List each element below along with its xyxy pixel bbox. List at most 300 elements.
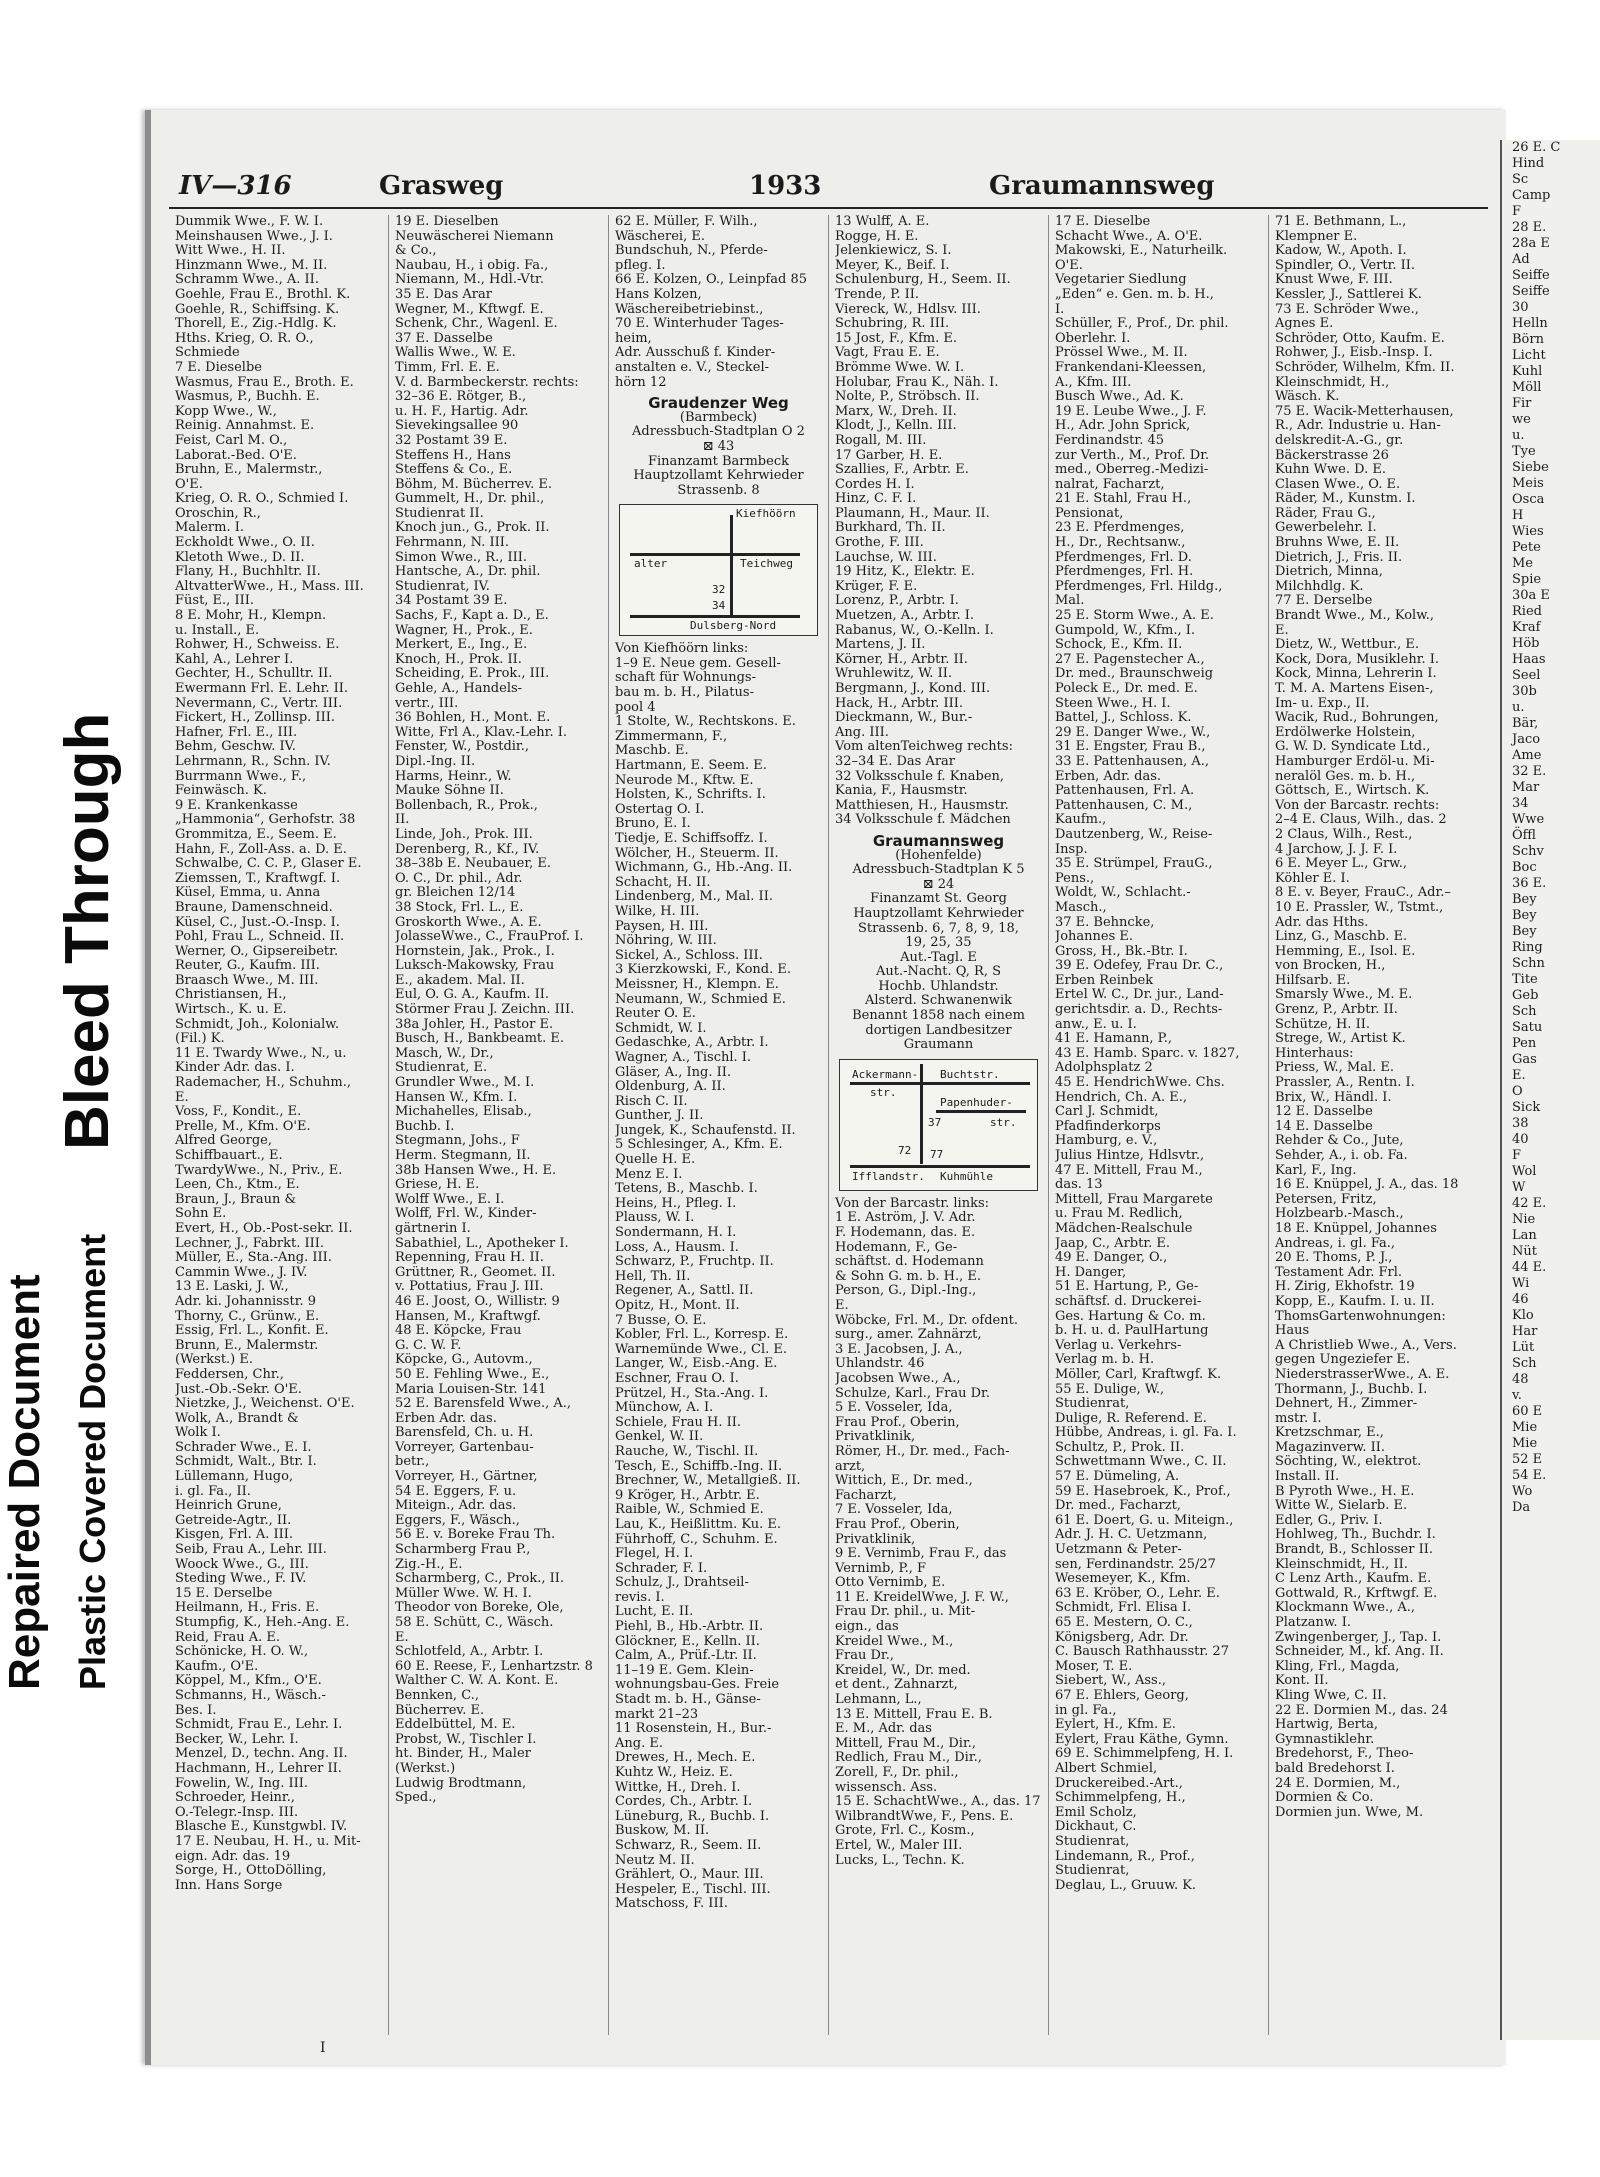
entry-line: 19 E. Dieselben <box>395 215 499 229</box>
entry-line: Prössel Wwe., M. II. <box>1055 346 1188 361</box>
entry-line: Hell, Th. II. <box>615 1269 691 1284</box>
entry-line: Carl J. Schmidt, <box>1055 1105 1159 1120</box>
entry-line: 56 E. v. Boreke Frau Th. <box>395 1528 556 1543</box>
entry-line: Sped., <box>395 1791 437 1806</box>
entry-line: Wäsch. K. <box>1275 390 1340 405</box>
entry-line: 5 E. Vosseler, Ida, <box>835 1401 953 1416</box>
entry-line: Lucks, L., Techn. K. <box>835 1853 965 1868</box>
entry-line: Hochb. Uhlandstr. <box>878 978 999 994</box>
entry-line: Sabathiel, L., Apotheker I. <box>395 1236 569 1251</box>
entry-line: Burrmann Wwe., F., <box>175 769 307 784</box>
entry-line: Hind <box>1512 156 1545 171</box>
entry-line: 52 E <box>1512 1452 1543 1467</box>
header-year: 1933 <box>749 171 822 201</box>
entry-line: Schönicke, H. O. W., <box>175 1645 309 1660</box>
entry-line: Wasmus, P., Buchh. E. <box>175 390 320 405</box>
entry-line: 32 E. <box>1512 764 1547 779</box>
entry-line: Kisgen, Frl. A. III. <box>175 1528 294 1543</box>
entry-line: Schrader, F. I. <box>615 1561 708 1576</box>
entry-line: Kuhtz W., Heiz. E. <box>615 1766 733 1780</box>
entry-line: Neumann, W., Schmied E. <box>615 992 786 1007</box>
entry-line: Piehl, B., Hb.-Arbtr. II. <box>615 1620 764 1635</box>
entry-line: dortigen Landbesitzer <box>865 1022 1012 1038</box>
entry-line: Tye <box>1512 444 1536 459</box>
entry-line: Brechner, W., Metallgieß. II. <box>615 1474 801 1489</box>
entry-line: Becker, W., Lehr. I. <box>175 1732 299 1747</box>
street-map-graudenzer <box>619 504 818 636</box>
column-3 <box>609 215 829 2035</box>
entry-line: (Barmbeck) <box>679 409 758 425</box>
entry-line: Schneider, M., kf. Ang. II. <box>1275 1645 1444 1660</box>
entry-line: schaft für Wohnungs- <box>615 671 756 686</box>
entry-line: Evert, H., Ob.-Post-sekr. II. <box>175 1221 353 1236</box>
entry-line: nalrat, Facharzt, <box>1055 477 1165 492</box>
entry-line: ⊠ 24 <box>922 876 955 892</box>
map-label-dulsberg: Dulsberg-Nord <box>690 619 777 633</box>
entry-line: 7 E. Dieselbe <box>175 360 262 375</box>
entry-line: G. C. W. F. <box>395 1338 462 1353</box>
entry-line: Ostertag O. I. <box>615 802 705 817</box>
entry-line: 46 <box>1512 1292 1529 1307</box>
entry-line: Mädchen-Realschule <box>1055 1221 1193 1236</box>
entry-line: Spie <box>1512 572 1542 587</box>
entry-line: Calm, A., Prüf.-Ltr. II. <box>615 1649 757 1664</box>
entry-line: v. <box>1512 1388 1522 1403</box>
entry-line: Römer, H., Dr. med., Fach- <box>835 1444 1010 1459</box>
entry-line: Menz E. I. <box>615 1167 683 1182</box>
entry-line: AltvatterWwe., H., Mass. III. <box>175 579 364 594</box>
entry-line: Schn <box>1512 956 1545 971</box>
entry-line: Aut.-Nacht. Q, R, S <box>875 964 1001 980</box>
entry-line: 65 E. Mestern, O. C., <box>1055 1616 1193 1630</box>
entry-line: wissensch. Ass. <box>835 1780 938 1795</box>
entry-line: Seiffe <box>1512 284 1550 299</box>
entry-line: 7 E. Vosseler, Ida, <box>835 1503 953 1518</box>
entry-line: Braun, J., Braun & <box>175 1192 297 1207</box>
street-info-graumannsweg <box>835 849 1042 1053</box>
entry-line: Neurode M., Kftw. E. <box>615 773 754 788</box>
entry-line: Hinz, C. F. I. <box>835 492 917 507</box>
entry-line: Seel <box>1512 668 1541 683</box>
entry-line: Bundschuh, N., Pferde- <box>615 244 768 259</box>
entry-line: Trende, P. II. <box>835 287 920 302</box>
entry-line: Eylert, H., Kfm. E. <box>1055 1718 1176 1733</box>
entry-line: Tetens, B., Maschb. I. <box>615 1182 758 1197</box>
entry-line: betr., <box>395 1455 430 1470</box>
entry-line: Hodemann, F., Ge- <box>835 1240 958 1255</box>
entry-line: Dehnert, H., Zimmer- <box>1275 1397 1418 1412</box>
entry-line: Maria Louisen-Str. 141 <box>395 1382 547 1397</box>
entry-line: Hartwig, Berta, <box>1275 1718 1378 1733</box>
entry-line: V. d. Barmbeckerstr. rechts: <box>395 375 579 390</box>
entry-line: Holubar, Frau K., Näh. I. <box>835 375 999 390</box>
entry-line: 36 Bohlen, H., Mont. E. <box>395 711 551 726</box>
entry-line: 39 E. Odefey, Frau Dr. C., <box>1055 959 1224 974</box>
entry-line: Grenz, P., Arbtr. II. <box>1275 1003 1398 1018</box>
entry-line: Kuhn Wwe. D. E. <box>1275 463 1386 478</box>
entry-line: heim, <box>615 331 652 346</box>
entry-line: 28 E. <box>1512 220 1547 235</box>
entry-line: A., Kfm. III. <box>1055 375 1132 390</box>
entry-line: Har <box>1512 1324 1538 1339</box>
entry-line: Böhm, M. Bücherrev. E. <box>395 477 553 492</box>
entry-line: 21 E. Stahl, Frau H., <box>1055 492 1192 507</box>
entry-line: Wittke, H., Dreh. I. <box>615 1780 741 1795</box>
entry-line: Wies <box>1512 524 1544 539</box>
entry-line: anw., E. u. I. <box>1055 1017 1137 1032</box>
entry-line: Loss, A., Hausm. I. <box>615 1240 739 1255</box>
entry-line: Malerm. I. <box>175 521 244 536</box>
entry-line: Grundler Wwe., M. I. <box>395 1076 535 1091</box>
entry-line: Privatklinik, <box>835 1532 916 1547</box>
entry-line: Scharmberg, C., Prok., II. <box>395 1572 565 1587</box>
entry-line: Schröder, Wilhelm, Kfm. II. <box>1275 360 1455 375</box>
entry-line: Siebert, W., Ass., <box>1055 1674 1166 1689</box>
entry-line: Hilfsarb. E. <box>1275 973 1351 988</box>
entry-line: Jaap, C., Arbtr. E. <box>1055 1236 1171 1251</box>
entry-line: Wittich, E., Dr. med., <box>835 1474 973 1489</box>
entry-line: Raible, W., Schmied E. <box>615 1503 764 1518</box>
entry-line: Drewes, H., Mech. E. <box>615 1751 756 1766</box>
entry-line: Rademacher, H., Schuhm., <box>175 1076 351 1091</box>
entry-line: Lehrmann, R., Schn. IV. <box>175 754 331 769</box>
entry-line: Eylert, Frau Käthe, Gymn. <box>1055 1732 1229 1747</box>
entry-line: 38 Stock, Frl. L., E. <box>395 900 524 915</box>
map-label-str: str. <box>870 1085 897 1099</box>
entry-line: Person, G., Dipl.-Ing., <box>835 1284 977 1299</box>
entry-line: Lucht, E. II. <box>615 1605 694 1620</box>
entry-line: 46 E. Joost, O., Willistr. 9 <box>395 1294 560 1309</box>
entry-line: Frau Dr. phil., u. Mit- <box>835 1605 976 1620</box>
entry-line: Von der Barcastr. rechts: <box>1275 798 1440 813</box>
entry-line: Wruhlewitz, W. II. <box>835 667 952 682</box>
entry-line: Ertel W. C., Dr. jur., Land- <box>1055 988 1224 1003</box>
entry-line: Dietz, W., Wettbur., E. <box>1275 638 1420 653</box>
entry-line: Plauss, W. I. <box>615 1211 695 1226</box>
entry-line: 30a E <box>1512 588 1550 603</box>
entry-line: 48 E. Köpcke, Frau <box>395 1324 522 1339</box>
entry-line: 70 E. Winterhuder Tages- <box>615 317 784 332</box>
entry-line: Bruno, E. I. <box>615 817 691 832</box>
entry-line: Schulenburg, H., Seem. II. <box>835 273 1011 288</box>
entry-line: Schubring, R. III. <box>835 317 950 332</box>
entry-line: Schimmelpfeng, H., <box>1055 1791 1186 1806</box>
entry-line: Magazinverw. II. <box>1275 1440 1386 1455</box>
entry-line: Matthiesen, H., Hausmstr. <box>835 798 1009 813</box>
entry-line: Seib, Frau A., Lehr. III. <box>175 1543 327 1558</box>
entry-line: Neuwäscherei Niemann <box>395 229 554 244</box>
entry-line: Goehle, Frau E., Brothl. K. <box>175 287 351 302</box>
entry-line: Flany, H., Buchhltr. II. <box>175 565 321 580</box>
entry-line: Bollenbach, R., Prok., <box>395 798 538 813</box>
entry-line: Kleinschmidt, H., II. <box>1275 1557 1408 1572</box>
entry-line: 26 E. C <box>1512 140 1561 155</box>
entry-line: Pensionat, <box>1055 506 1124 521</box>
entry-line: Hahn, F., Zoll-Ass. a. D. E. <box>175 842 347 857</box>
entry-line: Kretzschmar, E., <box>1275 1426 1384 1441</box>
entry-line: Schwarz, R., Seem. II. <box>615 1838 762 1853</box>
entry-line: Lüneburg, R., Buchb. I. <box>615 1809 770 1824</box>
entry-line: Vom altenTeichweg rechts: <box>835 740 1013 755</box>
entry-line: E. <box>1275 623 1289 638</box>
entry-line: Fir <box>1512 396 1532 411</box>
entry-line: Essig, Frl. L., Konfit. E. <box>175 1324 329 1339</box>
entry-line: Grommitza, E., Seem. E. <box>175 827 337 842</box>
entry-line: Inn. Hans Sorge <box>175 1878 283 1893</box>
entry-line: Knust Wwe, F. III. <box>1275 273 1393 288</box>
map-label-kiefhoorn: Kiefhöörn <box>736 507 796 521</box>
entry-line: Cordes H. I. <box>835 477 915 492</box>
entry-line: Dr. med., Braunschweig <box>1055 667 1214 682</box>
entry-line: Dipl.-Ing. II. <box>395 754 476 769</box>
entry-line: Gedaschke, A., Arbtr. I. <box>615 1036 769 1051</box>
entry-line: Kania, F., Hausmstr. <box>835 784 968 799</box>
entry-line: Adolphsplatz 2 <box>1055 1061 1153 1076</box>
entry-line: 19, 25, 35 <box>905 935 972 951</box>
entry-line: O. C., Dr. phil., Adr. <box>395 871 523 886</box>
entry-line: schäftsf. d. Druckerei- <box>1055 1294 1202 1309</box>
entry-line: Dormien & Co. <box>1275 1791 1374 1806</box>
entry-line: Gläser, A., Ing. II. <box>615 1065 731 1080</box>
entry-line: Kaufm., <box>1055 813 1107 828</box>
entry-line: Voss, F., Kondit., E. <box>175 1105 302 1120</box>
entry-line: II. <box>395 813 410 828</box>
entry-line: & Sohn G. m. b. H., E. <box>835 1269 982 1284</box>
entry-line: Flegel, H. I. <box>615 1547 694 1562</box>
entry-line: 49 E. Danger, O., <box>1055 1251 1168 1266</box>
street-map-graumannsweg <box>839 1059 1038 1191</box>
entry-line: Sohn E. <box>175 1207 227 1222</box>
entry-line: Studienrat II. <box>395 506 484 521</box>
entry-line: Fickert, H., Zollinsp. III. <box>175 711 335 726</box>
entry-line: Finanzamt Barmbeck <box>648 453 789 469</box>
entry-line: Eschner, Frau O. I. <box>615 1371 739 1386</box>
entry-line: 15 E. Derselbe <box>175 1586 273 1601</box>
entry-line: Cordes, Ch., Arbtr. I. <box>615 1795 753 1810</box>
entry-line: Schroeder, Heinr., <box>175 1791 295 1806</box>
entry-line: Wo <box>1512 1484 1533 1499</box>
entry-line: 11–19 E. Gem. Klein- <box>615 1663 754 1678</box>
entry-line: Woldt, W., Schlacht.- <box>1055 886 1191 901</box>
entry-line: Pfadfinderkorps <box>1055 1119 1161 1134</box>
entry-line: Hachmann, H., Lehrer II. <box>175 1761 342 1776</box>
column-3-bottom <box>615 642 822 1912</box>
entry-line: Eul, O. G. A., Kaufm. II. <box>395 988 550 1003</box>
entry-line: B Pyroth Wwe., H. E. <box>1275 1484 1415 1499</box>
entry-line: Sch <box>1512 1356 1537 1371</box>
entry-line: 2–4 E. Claus, Wilh., das. 2 <box>1275 813 1447 828</box>
entry-line: Osca <box>1512 492 1545 507</box>
entry-line: 48 <box>1512 1372 1529 1387</box>
entry-line: Wwe <box>1512 812 1545 827</box>
entry-line: Räder, M., Kunstm. I. <box>1275 492 1416 507</box>
entry-line: wohnungsbau-Ges. Freie <box>615 1678 780 1693</box>
entry-line: 32 Volksschule f. Knaben, <box>835 769 1005 784</box>
entry-line: Hübbe, Andreas, i. gl. Fa. I. <box>1055 1426 1237 1441</box>
entry-line: Schüller, F., Prof., Dr. phil. <box>1055 317 1229 332</box>
entry-line: Schmidt, Joh., Kolonialw. <box>175 1017 339 1032</box>
entry-line: H., Adr. John Sprick, <box>1055 419 1191 434</box>
entry-line: Steffens & Co., E. <box>395 463 513 478</box>
entry-line: 14 E. Dasselbe <box>1275 1119 1373 1134</box>
entry-line: 11 E. KreidelWwe, J. F. W., <box>835 1590 1009 1605</box>
entry-line: 55 E. Dulige, W., <box>1055 1382 1165 1397</box>
entry-line: Just.-Ob.-Sekr. O'E. <box>175 1382 302 1397</box>
entry-line: Wolk, A., Brandt & <box>175 1411 299 1426</box>
entry-line: Lehmann, L., <box>835 1693 922 1708</box>
entry-line: 59 E. Hasebroek, K., Prof., <box>1055 1484 1231 1499</box>
entry-line: H. Zirig, Ekhofstr. 19 <box>1275 1280 1415 1295</box>
entry-line: pfleg. I. <box>615 258 666 273</box>
entry-line: ⊠ 43 <box>702 438 735 454</box>
entry-line: Körner, H., Arbtr. II. <box>835 652 968 667</box>
entry-line: Ges. Hartung & Co. m. <box>1055 1309 1206 1324</box>
entry-line: Schacht Wwe., A. O'E. <box>1055 229 1203 244</box>
entry-line: Otto Vernimb, E. <box>835 1576 946 1591</box>
entry-line: bald Bredehorst I. <box>1275 1761 1395 1776</box>
column-6 <box>1269 215 1488 2035</box>
entry-line: Thorny, C., Grünw., E. <box>175 1309 320 1324</box>
entry-line: Göttsch, E., Wirtsch. K. <box>1275 784 1430 799</box>
entry-line: Schmanns, H., Wäsch.- <box>175 1688 326 1703</box>
entry-line: Matschoss, F. III. <box>615 1897 728 1912</box>
entry-line: Kletoth Wwe., D. II. <box>175 550 305 565</box>
column-1 <box>169 215 389 2035</box>
entry-line: Dietrich, Minna, <box>1275 565 1383 580</box>
entry-line: Jacobsen Wwe., A., <box>835 1371 961 1386</box>
entry-line: in gl. Fa., <box>1055 1703 1117 1718</box>
map-label-papenhuder-str: str. <box>990 1115 1017 1129</box>
entry-line: Lüt <box>1512 1340 1535 1355</box>
entry-line: Redlich, Frau M., Dir., <box>835 1751 982 1766</box>
entry-line: Erben, Adr. das. <box>1055 769 1161 784</box>
entry-line: Fehrmann, N. III. <box>395 536 510 551</box>
entry-line: Küsel, C., Just.-O.-Insp. I. <box>175 915 340 930</box>
entry-line: 19 E. Leube Wwe., J. F. <box>1055 404 1207 419</box>
entry-line: Schmidt, Frau E., Lehr. I. <box>175 1718 343 1733</box>
entry-line: R., Adr. Industrie u. Han- <box>1275 419 1441 434</box>
entry-line: Ried <box>1512 604 1542 619</box>
entry-line: Naubau, H., i obig. Fa., <box>395 258 549 273</box>
entry-line: Hths. Krieg, O. R. O., <box>175 331 314 346</box>
entry-line: Bes. I. <box>175 1703 217 1718</box>
entry-line: Edler, G., Priv. I. <box>1275 1513 1383 1528</box>
entry-line: u. H. F., Hartig. Adr. <box>395 404 529 419</box>
entry-line: Facharzt, <box>835 1488 897 1503</box>
map-label-papenhuder: Papenhuder- <box>940 1095 1013 1109</box>
entry-line: Kock, Dora, Musiklehr. I. <box>1275 652 1440 667</box>
entry-line: 2 Claus, Wilh., Rest., <box>1275 827 1413 842</box>
entry-line: Lau, K., Heißlittm. Ku. E. <box>615 1517 782 1532</box>
entry-line: O.-Telegr.-Insp. III. <box>175 1805 299 1820</box>
entry-line: Schv <box>1512 844 1544 859</box>
entry-line: Studienrat, IV. <box>395 579 490 594</box>
entry-line: 20 E. Thoms, P. J., <box>1275 1251 1393 1266</box>
entry-line: Bey <box>1512 924 1537 939</box>
entry-line: Licht <box>1512 348 1546 363</box>
entry-line: Scheiding, E. Prok., III. <box>395 667 550 682</box>
entry-line: Haus <box>1275 1324 1310 1339</box>
entry-line: Lüllemann, Hugo, <box>175 1470 294 1485</box>
entry-line: 30b <box>1512 684 1537 699</box>
entry-line: Ewermann Frl. E. Lehr. II. <box>175 682 349 696</box>
entry-line: Smarsly Wwe., M. E. <box>1275 988 1413 1003</box>
entry-line: Johannes E. <box>1055 930 1134 945</box>
entry-line: Müller, E., Sta.-Ang. III. <box>175 1251 332 1266</box>
entry-line: gegen Ungeziefer E. <box>1275 1353 1411 1368</box>
entry-line: Christiansen, H., <box>175 988 287 1003</box>
entry-line: 44 E. <box>1512 1260 1547 1275</box>
entry-line: 35 E. Das Ärar <box>395 287 492 302</box>
bleed-through-label: Bleed Through <box>53 712 122 1150</box>
entry-line: Schiffbauart., E. <box>175 1149 283 1163</box>
entry-line: Buskow, M. II. <box>615 1824 710 1839</box>
entry-line: Bey <box>1512 892 1537 907</box>
entry-line: Satu <box>1512 1020 1543 1035</box>
entry-line: Sachs, F., Kapt a. D., E. <box>395 609 549 624</box>
entry-line: Wolff, Frl. W., Kinder- <box>395 1207 537 1222</box>
entry-line: Eggers, F., Wäsch., <box>395 1513 520 1528</box>
entry-line: Hinterhaus: <box>1275 1046 1354 1061</box>
entry-line: Thormann, J., Buchb. I. <box>1275 1382 1428 1397</box>
entry-line: Wirtsch., K. u. E. <box>175 1003 287 1018</box>
entry-line: O <box>1512 1084 1523 1099</box>
entry-line: Stumpfig, K., Heh.-Ang. E. <box>175 1616 350 1630</box>
entry-line: Gehle, A., Handels- <box>395 682 523 696</box>
entry-line: 73 E. Schröder Wwe., <box>1275 302 1419 317</box>
entry-line: Hornstein, Jak., Prok., I. <box>395 944 555 959</box>
entry-line: 11 E. Twardy Wwe., N., u. <box>175 1046 347 1061</box>
entry-line: 45 E. HendrichWwe. Chs. <box>1055 1076 1225 1091</box>
entry-line: Eddelbüttel, M. E. <box>395 1718 516 1733</box>
entry-line: Wagner, A., Tischl. I. <box>615 1050 752 1065</box>
entry-line: E. <box>835 1299 849 1313</box>
entry-line: 38–38b E. Neubauer, E. <box>395 857 552 872</box>
map-label-ackermann: Ackermann- <box>852 1067 919 1081</box>
entry-line: TwardyWwe., N., Priv., E. <box>175 1163 343 1178</box>
entry-line: Hohlweg, Th., Buchdr. I. <box>1275 1528 1436 1543</box>
entry-line: Erdölwerke Holstein, <box>1275 725 1416 740</box>
entry-line: Söchting, W., elektrot. <box>1275 1455 1422 1470</box>
entry-line: Gunther, J. II. <box>615 1109 704 1124</box>
entry-line: 29 E. Danger Wwe., W., <box>1055 725 1211 740</box>
entry-line: Prützel, H., Sta.-Ang. I. <box>615 1386 769 1401</box>
entry-line: Steding Wwe., F. IV. <box>175 1572 307 1587</box>
entry-line: G. W. D. Syndicate Ltd., <box>1275 740 1431 755</box>
entry-line: Nie <box>1512 1212 1536 1227</box>
entry-line: 15 E. SchachtWwe., A., das. 17 <box>835 1795 1041 1810</box>
entry-line: C. Bausch Rathhausstr. 27 <box>1055 1645 1229 1660</box>
entry-line: Milchhdlg. K. <box>1275 579 1364 594</box>
entry-line: Karl, F., Ing. <box>1275 1163 1357 1178</box>
entry-line: Schwalbe, C. C. P., Glaser E. <box>175 857 362 872</box>
entry-line: Opitz, H., Mont. II. <box>615 1299 740 1313</box>
entry-line: 12 E. Dasselbe <box>1275 1105 1373 1120</box>
entry-line: neralöl Ges. m. b. H., <box>1275 769 1416 784</box>
entry-line: Störmer Frau J. Zeichn. III. <box>395 1003 575 1018</box>
entry-line: 63 E. Kröber, O., Lehr. E. <box>1055 1586 1220 1601</box>
entry-line: Ang. III. <box>835 725 889 740</box>
entry-line: Rabanus, W., O.-Kelln. I. <box>835 623 994 638</box>
entry-line: Küsel, Emma, u. Anna <box>175 886 321 901</box>
entry-line: 31 E. Engster, Frau B., <box>1055 740 1206 755</box>
entry-line: Schwarz, P., Fruchtp. II. <box>615 1255 774 1270</box>
entry-line: Wol <box>1512 1164 1537 1179</box>
entry-line: 17 E. Dieselbe <box>1055 215 1151 229</box>
column-3-top <box>615 215 822 390</box>
entry-line: zur Verth., M., Prof. Dr. <box>1055 448 1210 463</box>
entry-line: Rogall, M. III. <box>835 433 927 448</box>
